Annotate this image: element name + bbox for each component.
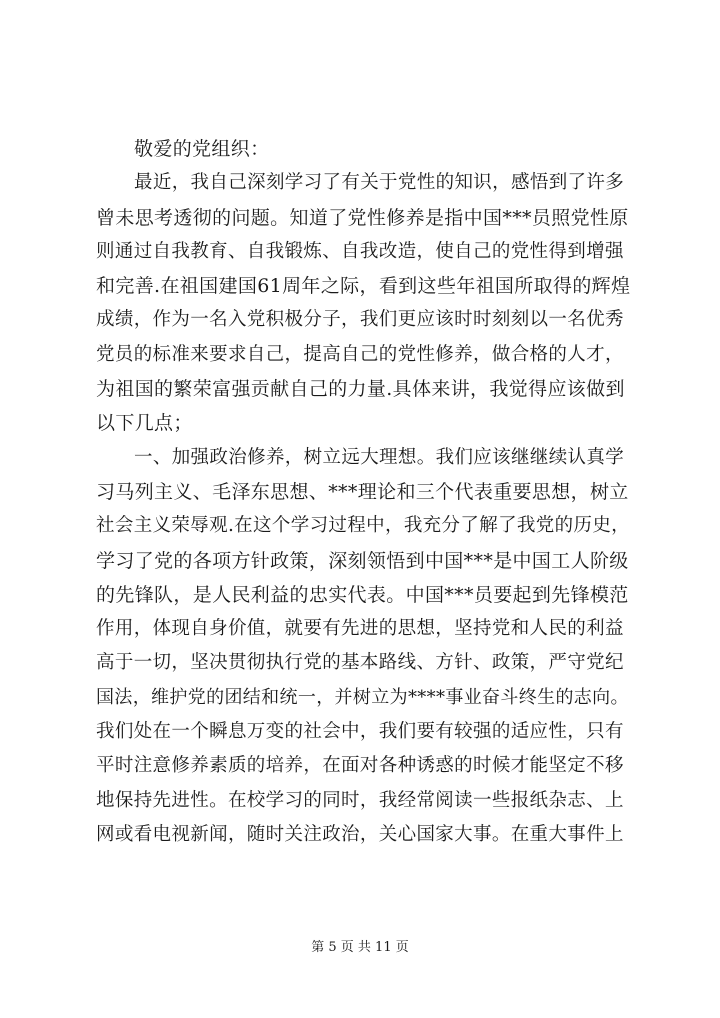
paragraph-2-line: 地保持先进性。在校学习的同时，我经常阅读一些报纸杂志、上 (96, 789, 624, 811)
salutation: 敬爱的党组织： (134, 138, 270, 160)
paragraph-1-line: 为祖国的繁荣富强贡献自己的力量.具体来讲，我觉得应该做到 (96, 378, 625, 401)
paragraph-2-line: 高于一切，坚决贯彻执行党的基本路线、方针、政策，严守党纪 (96, 652, 624, 674)
paragraph-2-line: 网或看电视新闻，随时关注政治，关心国家大事。在重大事件上 (96, 823, 624, 845)
paragraph-2-line: 的先锋队，是人民利益的忠实代表。中国***员要起到先锋模范 (96, 583, 629, 606)
paragraph-2-line: 习马列主义、毛泽东思想、***理论和三个代表重要思想，树立 (96, 480, 629, 503)
paragraph-2-line: 平时注意修养素质的培养，在面对各种诱惑的时候才能坚定不移 (96, 755, 624, 777)
paragraph-2-line: 作用，体现自身价值，就要有先进的思想，坚持党和人民的利益 (96, 618, 624, 640)
paragraph-2-line: 国法，维护党的团结和统一，并树立为****事业奋斗终生的志向。 (96, 686, 629, 708)
paragraph-1-line: 党员的标准来要求自己，提高自己的党性修养，做合格的人才， (96, 343, 624, 365)
paragraph-1-line: 以下几点； (96, 412, 193, 435)
paragraph-1-line: 最近，我自己深刻学习了有关于党性的知识，感悟到了许多 (134, 172, 625, 194)
paragraph-1-line: 成绩，作为一名入党积极分子，我们更应该时时刻刻以一名优秀 (96, 309, 624, 331)
paragraph-2-line: 我们处在一个瞬息万变的社会中，我们要有较强的适应性，只有 (96, 721, 624, 743)
paragraph-1-line: 和完善.在祖国建国61周年之际，看到这些年祖国所取得的辉煌 (96, 275, 631, 298)
paragraph-2-line: 一、加强政治修养，树立远大理想。我们应该继继续认真学 (134, 446, 625, 468)
paragraph-2-line: 学习了党的各项方针政策，深刻领悟到中国***是中国工人阶级 (96, 549, 629, 572)
paragraph-2-line: 社会主义荣辱观.在这个学习过程中，我充分了解了我党的历史， (96, 515, 631, 537)
page-number-footer: 第 5 页 共 11 页 (311, 940, 409, 955)
paragraph-1-line: 则通过自我教育、自我锻炼、自我改造，使自己的党性得到增强 (96, 240, 624, 262)
paragraph-1-line: 曾未思考透彻的问题。知道了党性修养是指中国***员照党性原 (96, 206, 629, 229)
letter-body (96, 132, 636, 852)
